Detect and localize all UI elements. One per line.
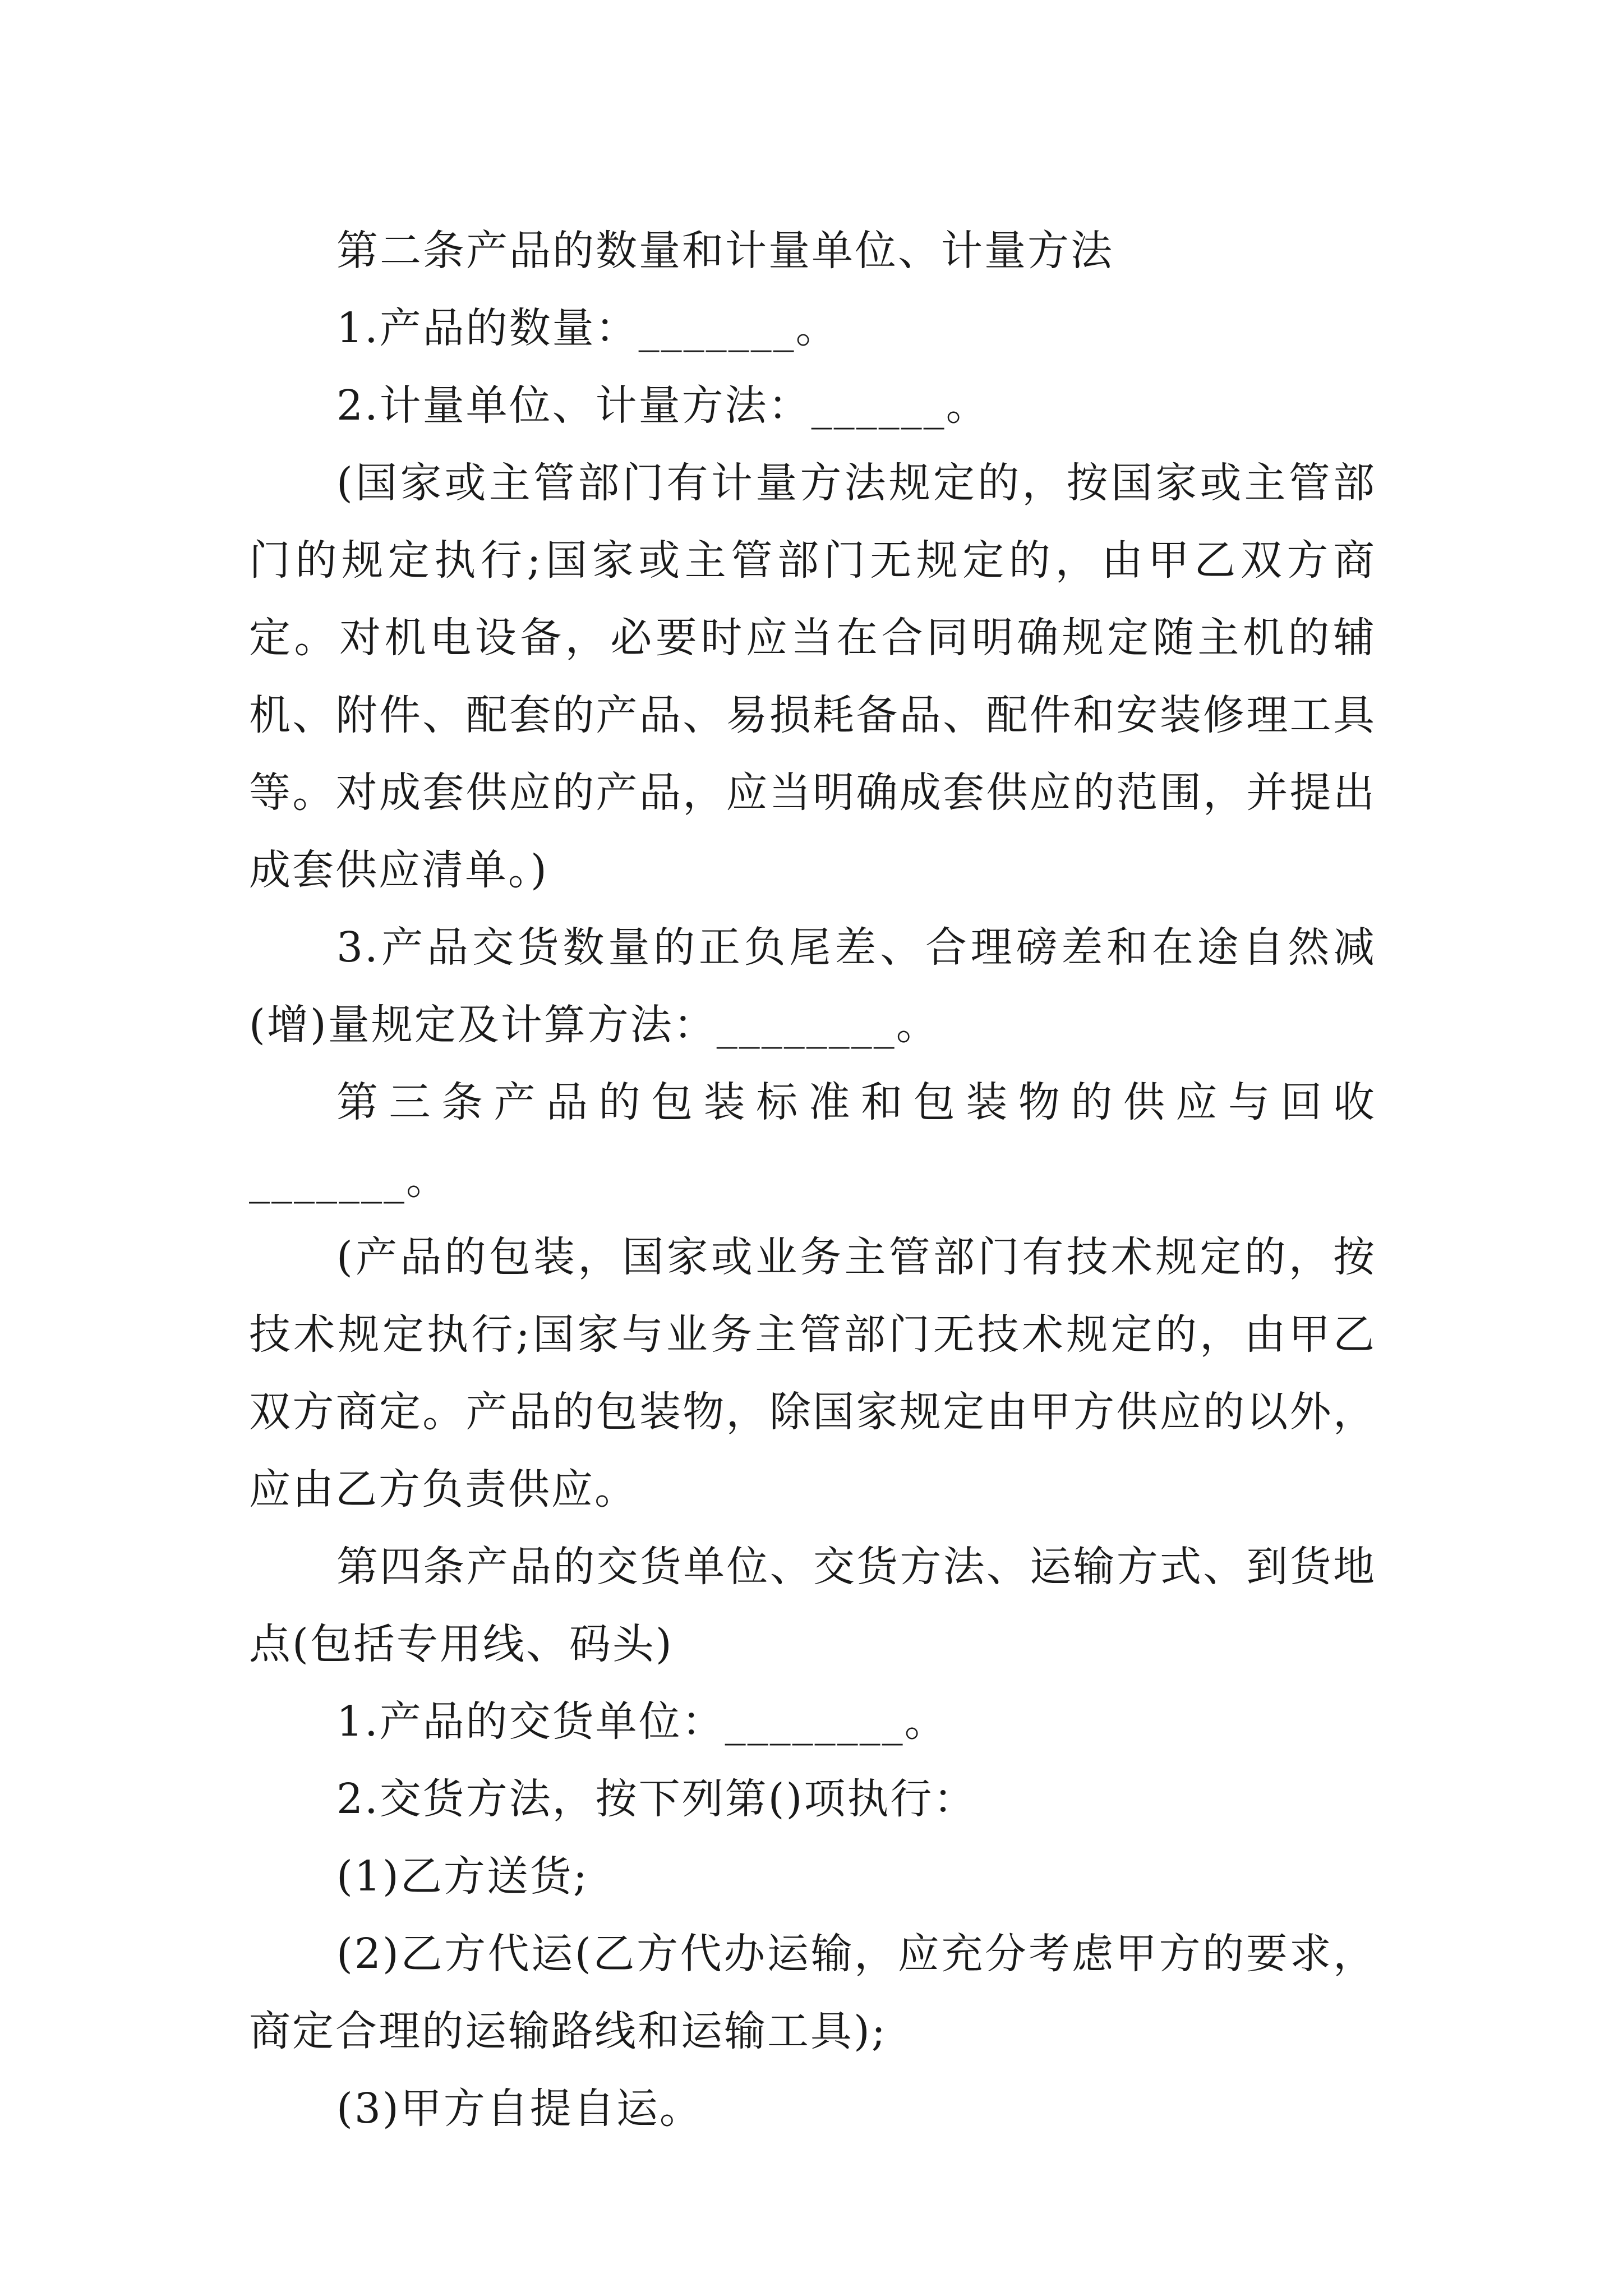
- article-3-heading: 第三条产品的包装标准和包装物的供应与回收_______。: [249, 1078, 1376, 1204]
- delivery-option-2: (2)乙方代运(乙方代办运输，应充分考虑甲方的要求，商定合理的运输路线和运输工具);: [249, 1930, 1376, 2055]
- article-2-item-3: 3.产品交货数量的正负尾差、合理磅差和在途自然减(增)量规定及计算方法：________。: [249, 923, 1376, 1049]
- article-2-heading: 第二条产品的数量和计量单位、计量方法: [336, 227, 1114, 275]
- delivery-option-3: (3)甲方自提自运。: [336, 2085, 703, 2133]
- document-body: [249, 212, 1376, 2147]
- article-4-item-2: 2.交货方法，按下列第()项执行：: [336, 1775, 977, 1823]
- article-2-item-2: 2.计量单位、计量方法：______。: [336, 381, 989, 430]
- article-4-heading: 第四条产品的交货单位、交货方法、运输方式、到货地点(包括专用线、码头): [249, 1543, 1376, 1668]
- delivery-option-1: (1)乙方送货;: [336, 1852, 589, 1901]
- article-4-item-1: 1.产品的交货单位：________。: [336, 1697, 948, 1746]
- article-2-item-1: 1.产品的数量：_______。: [336, 304, 839, 352]
- article-3-note: (产品的包装，国家或业务主管部门有技术规定的，按技术规定执行;国家与业务主管部门无技术规定的，由甲乙双方商定。产品的包装物，除国家规定由甲方供应的以外，应由乙方负责供应。: [249, 1233, 1376, 1513]
- article-2-note: (国家或主管部门有计量方法规定的，按国家或主管部门的规定执行;国家或主管部门无规定的，由甲乙双方商定。对机电设备，必要时应当在合同明确规定随主机的辅机、附件、配套的产品、易损耗备品、配件和安装修理工具等。对成套供应的产品，应当明确成套供应的范围，并提出成套供应清单。): [249, 459, 1376, 894]
